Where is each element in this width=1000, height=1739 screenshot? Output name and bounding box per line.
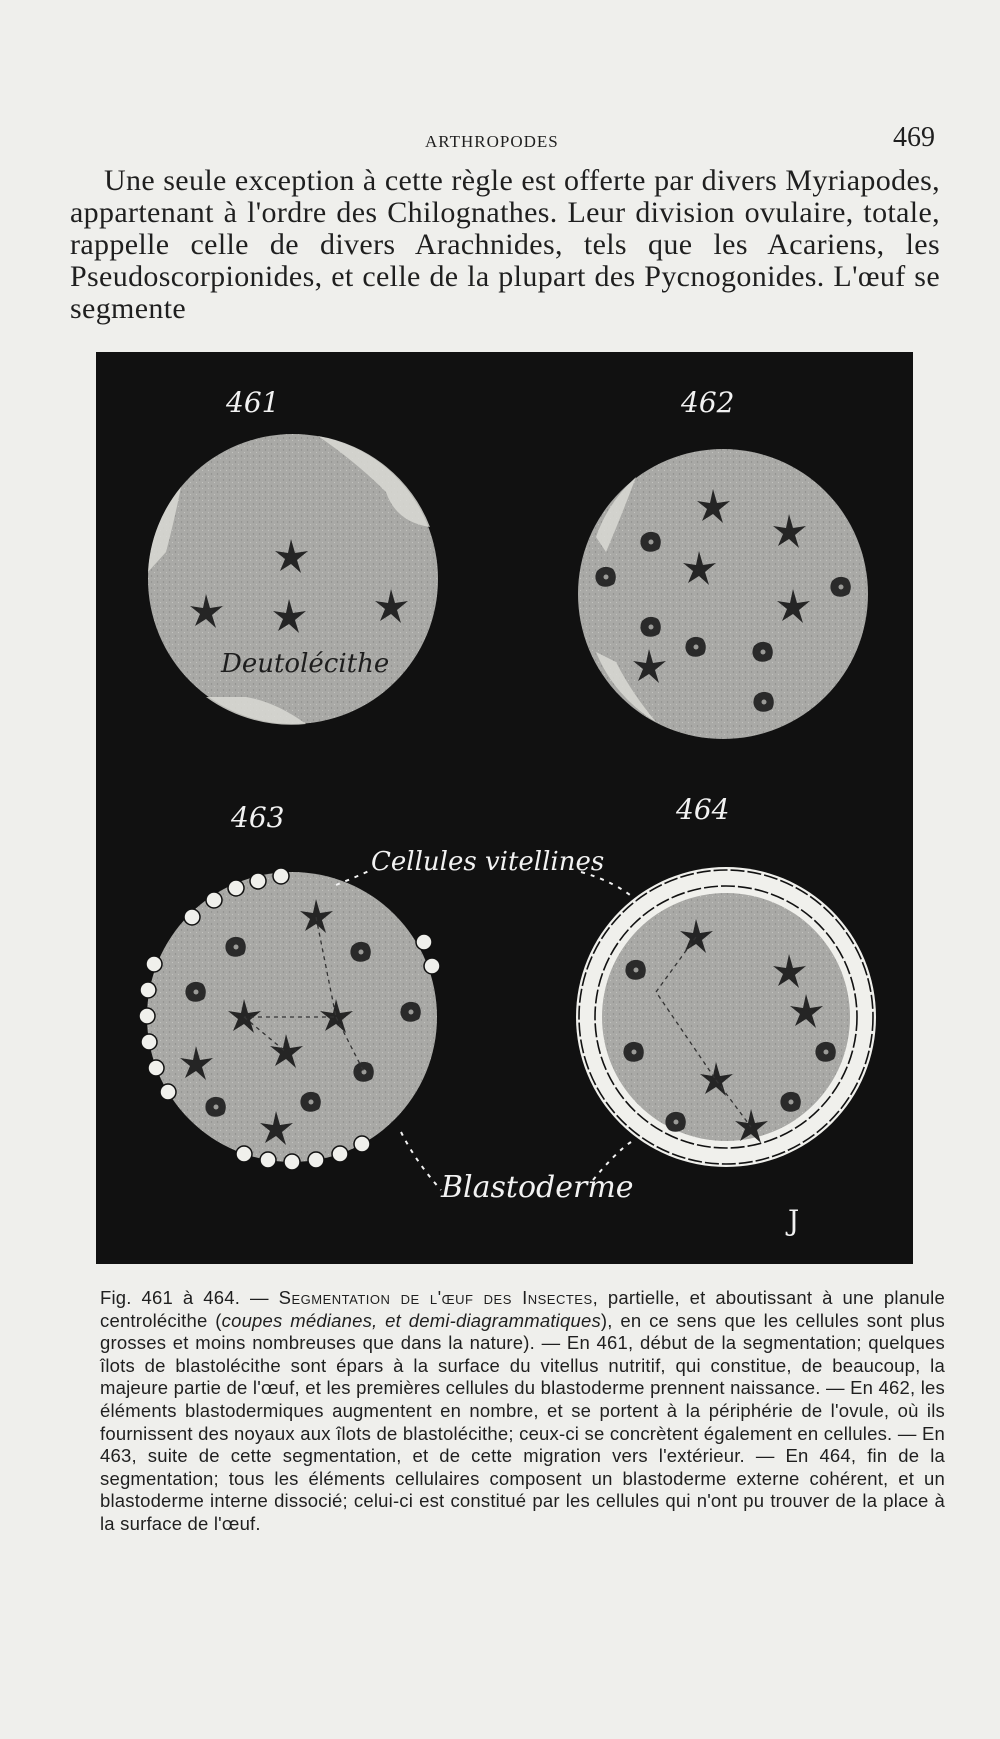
caption-text-after-title: , partielle, et aboutissant à une planule centrolécithe ( xyxy=(100,1287,945,1331)
egg-463 xyxy=(139,868,440,1170)
figure-caption xyxy=(100,1287,945,1536)
label-cellules-vitellines: Cellules vitellines xyxy=(371,847,605,877)
running-title: ARTHROPODES xyxy=(425,132,559,151)
label-deutolecithe: Deutolécithe xyxy=(221,649,390,679)
egg-464 xyxy=(576,867,876,1167)
caption-text-rest: ), en ce sens que les cellules sont plus grosses et moins nombreuses que dans la nature). — En 461, début de la segmentation; quelques îlots de blastolécithe sont épars à la surface du vitellus nutritif, qui constitue, de beaucoup, la majeure partie de l'œuf, et les premières cellules du blastoderme prennent naissance. — En 462, les éléments blastodermiques augmentent en nombre, et se portent à la périphérie de l'ovule, où ils fournissent des noyaux aux îlots de blastolécithe; ceux-ci se concrètent également en cellules. — En 463, suite de cette segmentation, et de cette migration vers l'extérieur. — En 464, fin de la segmentation; tous les éléments cellulaires composent un blastoderme externe cohérent, et un blastoderme interne dissocié; celui-ci est constitué par les cellules qui n'ont pu trouver de la place à la surface de l'œuf. xyxy=(100,1309,945,1534)
page-number: 469 xyxy=(893,122,935,153)
body-paragraph xyxy=(70,165,940,325)
egg-462 xyxy=(578,449,868,739)
caption-title: Segmentation de l'œuf des Insectes xyxy=(278,1287,593,1308)
label-blastoderme: Blastoderme xyxy=(441,1170,634,1205)
body-paragraph-text: Une seule exception à cette règle est offerte par divers Myriapodes, appartenant à l'ordre des Chilognathes. Leur division ovulaire, totale, rappelle celle de divers Arachnides, tels que les Acariens, les Pseudoscorpionides, et celle de la plupart des Pycnogonides. L'œuf se segmente xyxy=(70,164,940,325)
panel-number-461: 461 xyxy=(226,386,280,419)
caption-figure-ref: Fig. 461 à 464. — xyxy=(100,1287,279,1308)
panel-number-464: 464 xyxy=(676,793,730,826)
running-head xyxy=(0,118,1000,158)
panel-number-463: 463 xyxy=(231,801,285,834)
panel-number-462: 462 xyxy=(681,386,735,419)
engraver-monogram: J xyxy=(788,1204,800,1237)
caption-italic-note: coupes médianes, et demi-diagrammatiques xyxy=(221,1309,601,1331)
egg-461 xyxy=(148,434,438,725)
figure-illustration xyxy=(96,352,913,1264)
figure-plate xyxy=(96,352,913,1264)
